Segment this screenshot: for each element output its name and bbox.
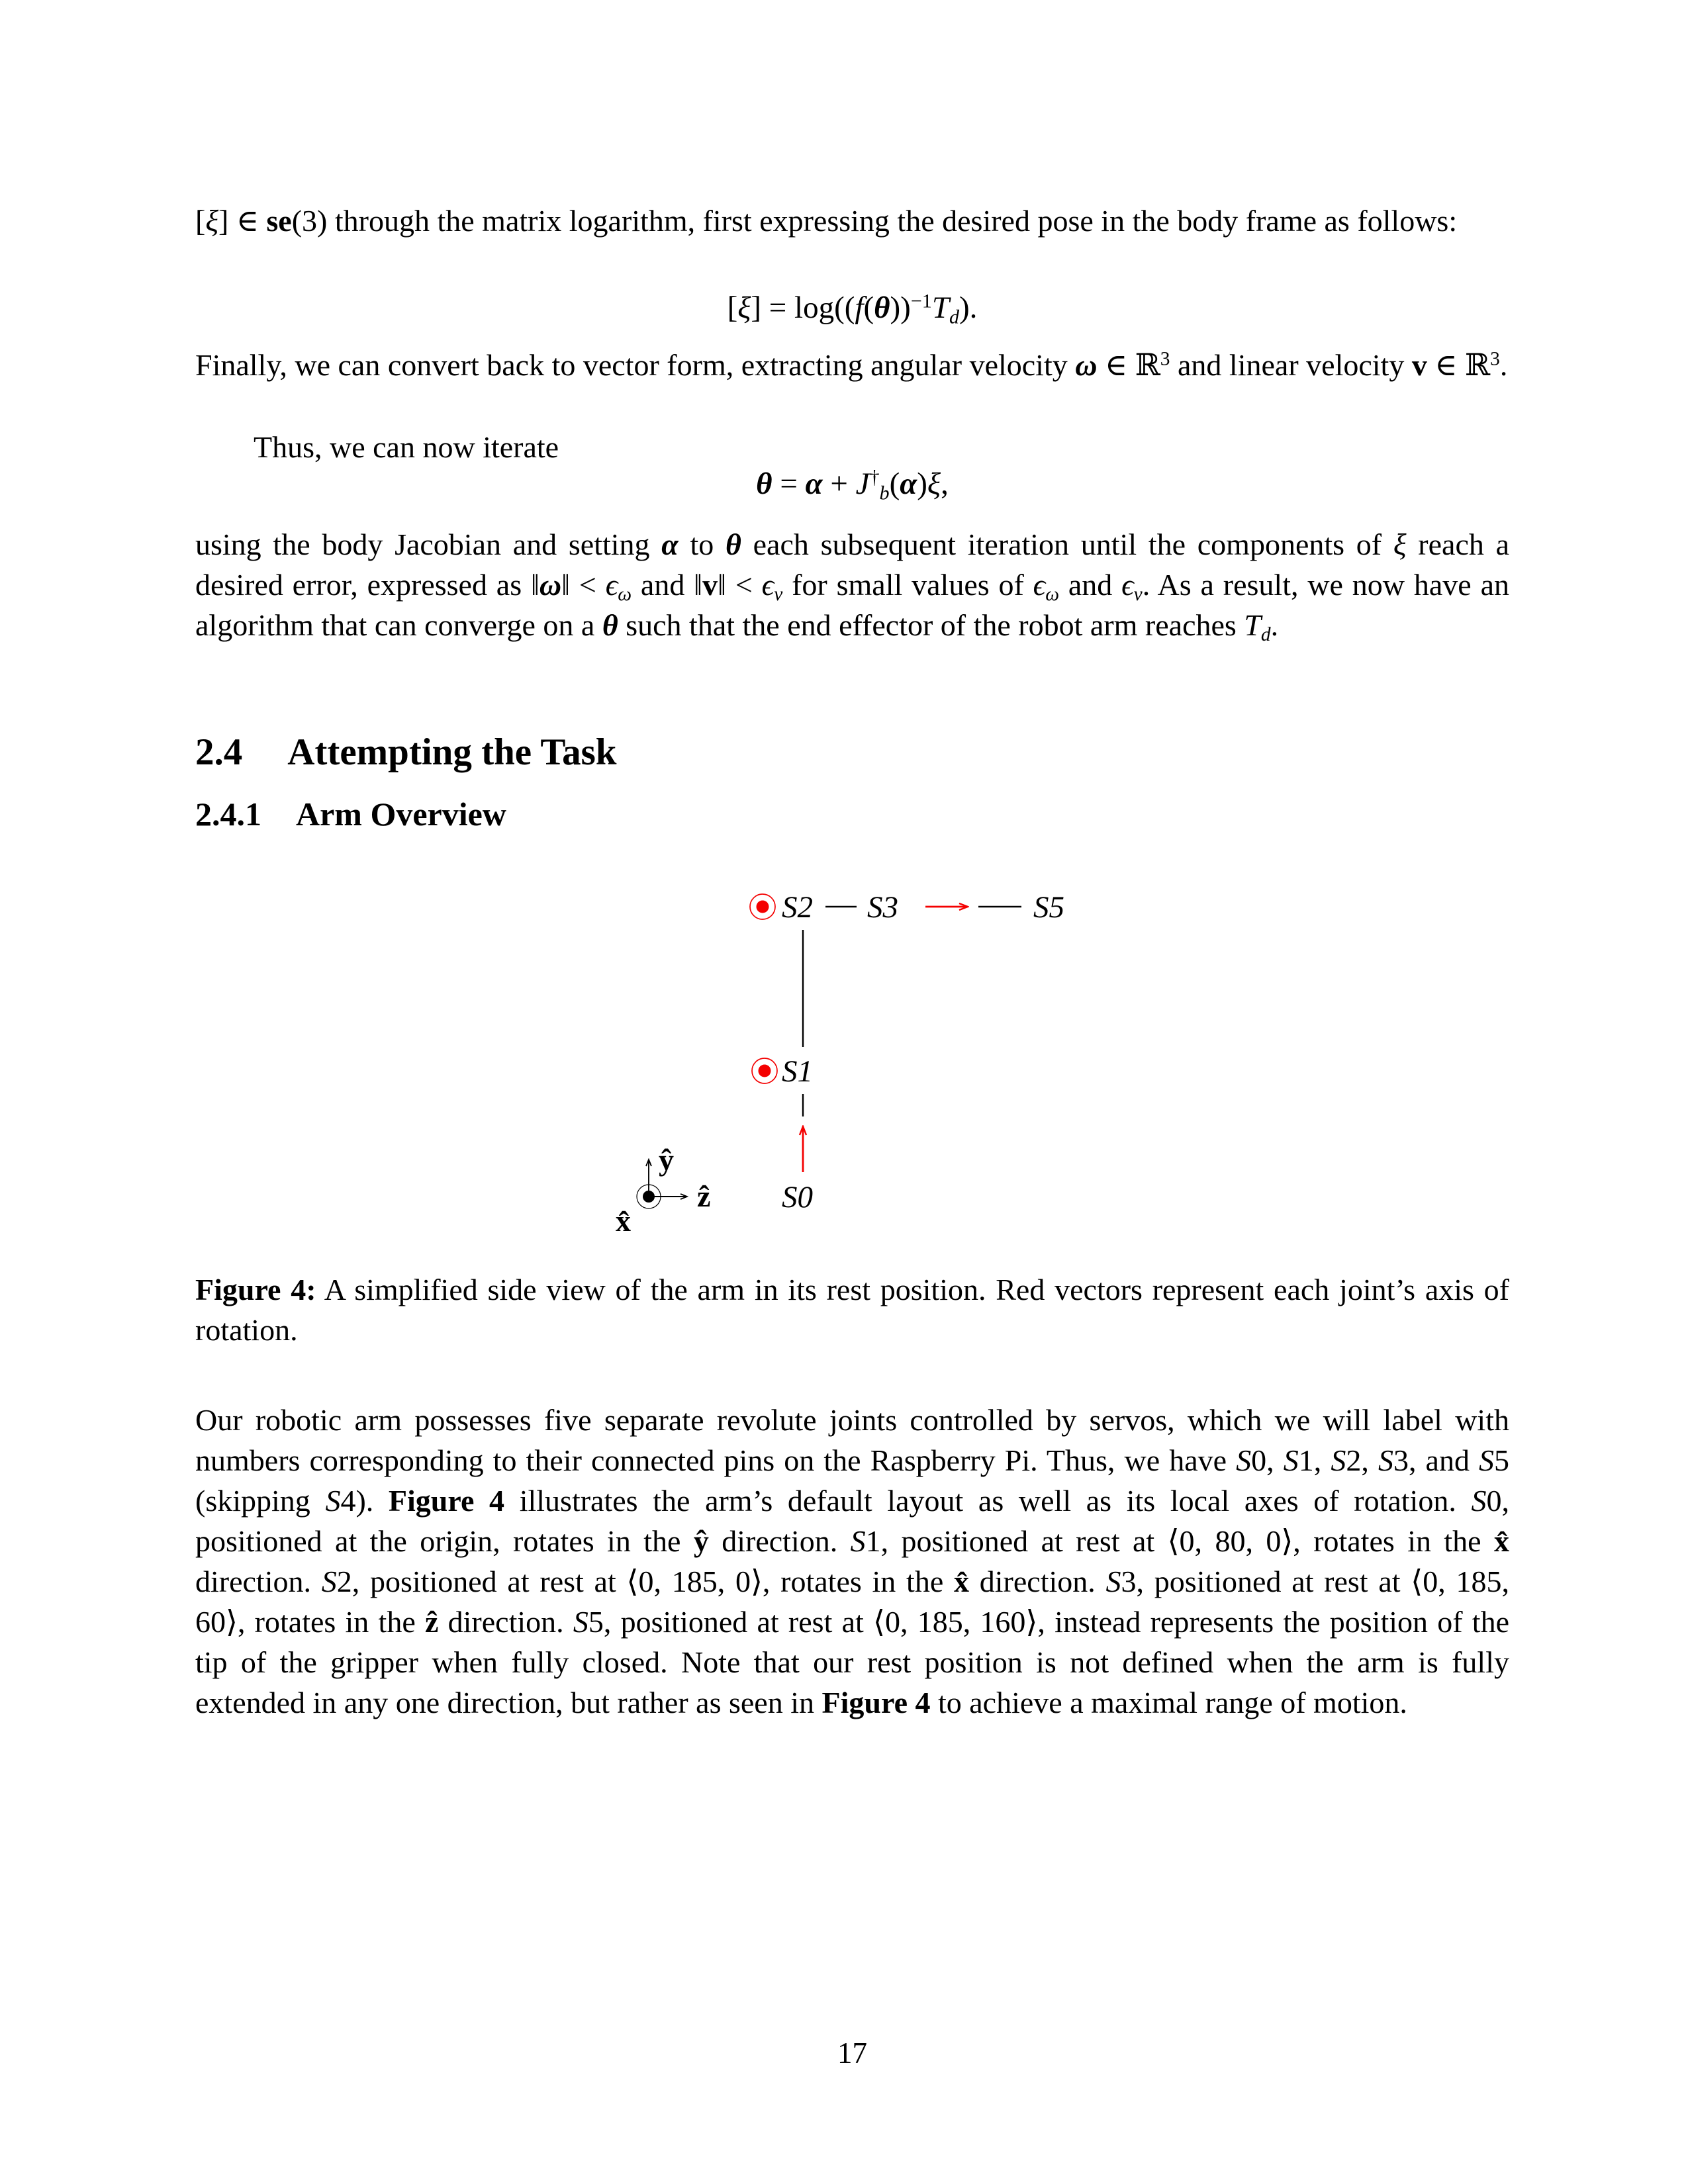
coordinate-frame xyxy=(616,1143,710,1238)
equation-theta-update: θ = α + J†b(α)ξ, xyxy=(756,465,949,504)
paragraph-thus-iterate: Thus, we can now iterate xyxy=(254,430,559,464)
section-number: 2.4 xyxy=(195,731,243,773)
s1-axis-out-of-page-icon xyxy=(752,1058,777,1083)
arm-diagram-svg xyxy=(0,867,1688,1248)
joint-label-s5: S5 xyxy=(1033,890,1064,925)
axis-label-z: ẑ xyxy=(697,1179,711,1213)
subsection-number: 2.4.1 xyxy=(195,796,261,833)
equation-xi-log: $[\xi] = \log((f(\theta))^{-1}Td)$. xyxy=(727,289,978,328)
subsection-title: Arm Overview xyxy=(296,796,506,833)
section-heading xyxy=(195,731,1509,774)
section-title: Attempting the Task xyxy=(287,731,617,773)
joint-label-s1: S1 xyxy=(782,1054,813,1089)
figure-caption: Figure 4: A simplified side view of the arm in its rest position. Red vectors represent each joint’s axis of rotation. xyxy=(195,1273,1509,1347)
axis-label-y: ŷ xyxy=(659,1143,674,1177)
paragraph-arm-joints: Our robotic arm possesses five separate revolute joints controlled by servos, which we will label with numbers corresponding to their connected pins on the Raspberry Pi. Thus, we have S0, S1, S2, S3, and S5 (skipping S4). Figure 4 illustrates the arm’s default layout as well as its local axes of rotation. S0, positioned at the origin, rotates in the ŷ direction. S1, positioned at rest at ⟨0, 80, 0⟩, rotates in the x̂ direction. S2, positioned at rest at ⟨0, 185, 0⟩, rotates in the x̂ direction. S3, positioned at rest at ⟨0, 185, 60⟩, rotates in the ẑ direction. S5, positioned at rest at ⟨0, 185, 160⟩, instead represents the position of the tip of the gripper when fully closed. Note that our rest position is not defined when the arm is fully extended in any one direction, but rather as seen in Figure 4 to achieve a maximal range of motion. xyxy=(195,1403,1510,1719)
joint-label-s2: S2 xyxy=(782,890,813,925)
s2-axis-out-of-page-icon xyxy=(750,894,775,919)
joint-label-s0: S0 xyxy=(782,1180,813,1214)
paragraph-body-jacobian: using the body Jacobian and setting α to θ each subsequent iteration until the components of ξ reach a desired error, expressed as ‖ω‖ < ϵω and ‖v‖ < ϵv for small values of ϵω and ϵv. As a result, we now have an algorithm that can converge on a θ such that the end effector of the robot arm reaches Td. xyxy=(195,527,1510,646)
subsection-heading xyxy=(195,796,1509,833)
page-number: 17 xyxy=(837,2036,867,2070)
paragraph-matrix-logarithm: [ξ] ∈ se(3) through the matrix logarithm, first expressing the desired pose in the body frame as follows: xyxy=(195,204,1458,238)
figure-4-arm-diagram xyxy=(0,867,1688,1248)
axis-label-x: x̂ xyxy=(616,1204,631,1238)
paragraph-vector-form: Finally, we can convert back to vector form, extracting angular velocity ω ∈ ℝ$^3$ and linear velocity v ∈ ℝ$^3$. xyxy=(195,348,1508,382)
joint-label-s3: S3 xyxy=(867,890,898,925)
